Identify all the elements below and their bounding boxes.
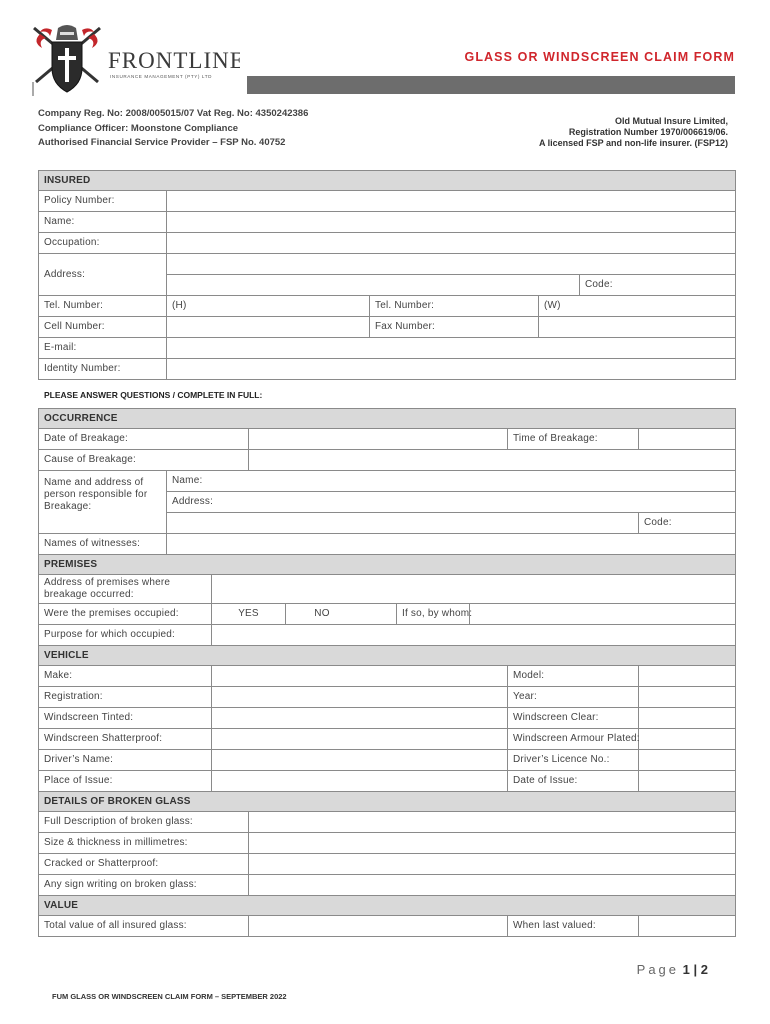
page-number: Page 1 | 2 [636, 962, 708, 977]
glass-cracked-label: Cracked or Shatterproof: [39, 854, 249, 875]
vehicle-heading: VEHICLE [39, 646, 736, 666]
place-of-issue-label: Place of Issue: [39, 771, 212, 792]
policy-number-label: Policy Number: [39, 191, 167, 212]
footer-text: FUM GLASS OR WINDSCREEN CLAIM FORM – SEPTEMBER 2022 [52, 992, 287, 1001]
windscreen-shatterproof-label: Windscreen Shatterproof: [39, 729, 212, 750]
occupied-by-whom-field[interactable] [470, 604, 736, 625]
total-value-field[interactable] [249, 916, 508, 937]
time-of-breakage-field[interactable] [639, 429, 736, 450]
registration-field[interactable] [212, 687, 508, 708]
knight-crest-icon [30, 22, 240, 100]
cause-of-breakage-label: Cause of Breakage: [39, 450, 249, 471]
glass-heading: DETAILS OF BROKEN GLASS [39, 792, 736, 812]
identity-number-label: Identity Number: [39, 359, 167, 380]
address-field-line2[interactable] [167, 275, 580, 296]
premises-address-label: Address of premises where breakage occurred: [39, 575, 212, 604]
date-of-breakage-label: Date of Breakage: [39, 429, 249, 450]
make-field[interactable] [212, 666, 508, 687]
page-total: 2 [700, 962, 708, 977]
insured-name-field[interactable] [167, 212, 736, 233]
insured-table [38, 170, 736, 380]
windscreen-clear-field[interactable] [639, 708, 736, 729]
registration-label: Registration: [39, 687, 212, 708]
tel-number-label: Tel. Number: [39, 296, 167, 317]
insured-code-field[interactable]: Code: [580, 275, 736, 296]
year-field[interactable] [639, 687, 736, 708]
windscreen-tinted-label: Windscreen Tinted: [39, 708, 212, 729]
witnesses-field[interactable] [167, 534, 736, 555]
time-of-breakage-label: Time of Breakage: [508, 429, 639, 450]
occupied-purpose-label: Purpose for which occupied: [39, 625, 212, 646]
page-word: Page [636, 962, 680, 977]
email-label: E-mail: [39, 338, 167, 359]
windscreen-tinted-field[interactable] [212, 708, 508, 729]
witnesses-label: Names of witnesses: [39, 534, 167, 555]
company-reg-line: Company Reg. No: 2008/005015/07 Vat Reg. No: 4350242386 [38, 108, 309, 119]
brand-subtitle: INSURANCE MANAGEMENT (PTY) LTD [110, 74, 213, 79]
policy-number-field[interactable] [167, 191, 736, 212]
company-info [38, 107, 308, 151]
value-heading: VALUE [39, 896, 736, 916]
glass-description-field[interactable] [249, 812, 736, 833]
glass-size-field[interactable] [249, 833, 736, 854]
responsible-name-field[interactable]: Name: [167, 471, 736, 492]
fax-number-label: Fax Number: [370, 317, 539, 338]
occupied-by-whom-label: If so, by whom: [397, 604, 470, 625]
tel-number-work-label: Tel. Number: [370, 296, 539, 317]
windscreen-shatterproof-field[interactable] [212, 729, 508, 750]
date-of-issue-field[interactable] [639, 771, 736, 792]
fsp-line: Authorised Financial Service Provider – FSP No. 40752 [38, 137, 286, 148]
driver-name-field[interactable] [212, 750, 508, 771]
compliance-officer-line: Compliance Officer: Moonstone Compliance [38, 122, 239, 134]
responsible-address-field[interactable]: Address: [167, 492, 736, 513]
last-valued-field[interactable] [639, 916, 736, 937]
licence-no-label: Driver’s Licence No.: [508, 750, 639, 771]
occupied-no-option[interactable]: NO [286, 604, 397, 625]
occupied-purpose-field[interactable] [212, 625, 736, 646]
make-label: Make: [39, 666, 212, 687]
year-label: Year: [508, 687, 639, 708]
windscreen-clear-label: Windscreen Clear: [508, 708, 639, 729]
model-field[interactable] [639, 666, 736, 687]
instruction-text: PLEASE ANSWER QUESTIONS / COMPLETE IN FULL: [44, 390, 263, 400]
page-current: 1 [682, 962, 690, 977]
tel-work-field[interactable]: (W) [539, 296, 736, 317]
responsible-person-label: Name and address of person responsible for Breakage: [39, 471, 167, 534]
glass-sign-writing-label: Any sign writing on broken glass: [39, 875, 249, 896]
premises-address-field[interactable] [212, 575, 736, 604]
driver-name-label: Driver’s Name: [39, 750, 212, 771]
cell-number-field[interactable] [167, 317, 370, 338]
insurer-info [440, 116, 728, 149]
tel-home-field[interactable]: (H) [167, 296, 370, 317]
responsible-code-field[interactable]: Code: [639, 513, 736, 534]
insurer-licence: A licensed FSP and non-life insurer. (FSP12) [538, 138, 728, 148]
email-field[interactable] [167, 338, 736, 359]
glass-sign-writing-field[interactable] [249, 875, 736, 896]
occupation-field[interactable] [167, 233, 736, 254]
licence-no-field[interactable] [639, 750, 736, 771]
title-bar [247, 76, 735, 94]
insured-name-label: Name: [39, 212, 167, 233]
address-field-line1[interactable] [167, 254, 736, 275]
premises-occupied-label: Were the premises occupied: [39, 604, 212, 625]
premises-heading: PREMISES [39, 555, 736, 575]
brand-name: FRONTLINE [108, 48, 240, 73]
model-label: Model: [508, 666, 639, 687]
date-of-issue-label: Date of Issue: [508, 771, 639, 792]
cause-of-breakage-field[interactable] [249, 450, 736, 471]
frontline-logo [30, 22, 240, 100]
glass-description-label: Full Description of broken glass: [39, 812, 249, 833]
cell-number-label: Cell Number: [39, 317, 167, 338]
form-title: GLASS OR WINDSCREEN CLAIM FORM [464, 50, 735, 64]
last-valued-label: When last valued: [508, 916, 639, 937]
occupied-yes-option[interactable]: YES [212, 604, 286, 625]
windscreen-armour-field[interactable] [639, 729, 736, 750]
address-label: Address: [39, 254, 167, 296]
insurer-name: Old Mutual Insure Limited, [614, 116, 728, 126]
date-of-breakage-field[interactable] [249, 429, 508, 450]
total-value-label: Total value of all insured glass: [39, 916, 249, 937]
fax-number-field[interactable] [539, 317, 736, 338]
insurer-registration: Registration Number 1970/006619/06. [568, 127, 728, 137]
place-of-issue-field[interactable] [212, 771, 508, 792]
insured-heading: INSURED [39, 171, 736, 191]
occupation-label: Occupation: [39, 233, 167, 254]
glass-size-label: Size & thickness in millimetres: [39, 833, 249, 854]
claim-details-table [38, 408, 736, 937]
windscreen-armour-label: Windscreen Armour Plated: [508, 729, 639, 750]
responsible-address-field-line2[interactable] [167, 513, 639, 534]
occurrence-heading: OCCURRENCE [39, 409, 736, 429]
identity-number-field[interactable] [167, 359, 736, 380]
glass-cracked-field[interactable] [249, 854, 736, 875]
